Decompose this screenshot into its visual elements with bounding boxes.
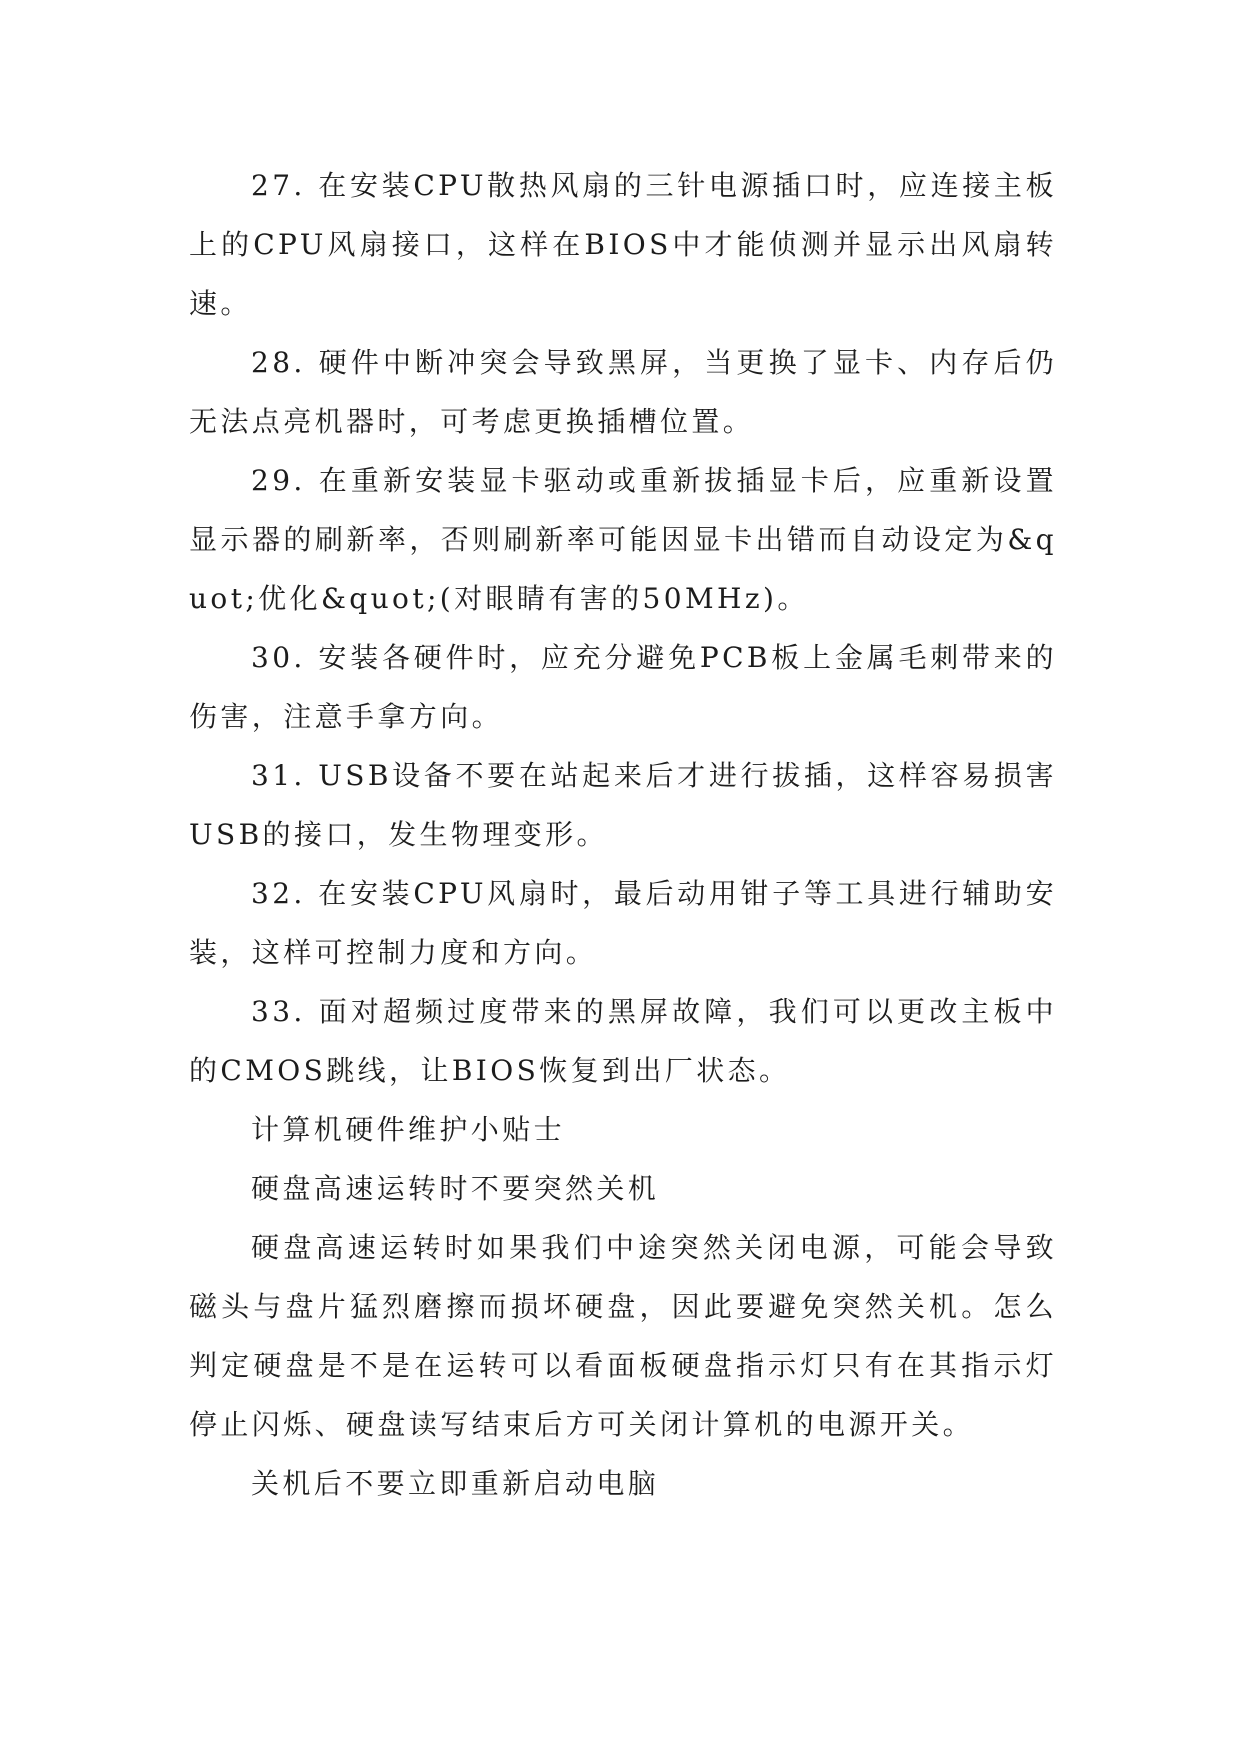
section-heading: 计算机硬件维护小贴士	[251, 1113, 566, 1146]
paragraph-item-29: 29. 在重新安装显卡驱动或重新拔插显卡后，应重新设置显示器的刷新率，否则刷新率可能因显卡出错而自动设定为&quot;优化&quot;(对眼睛有害的50MHz)。	[189, 464, 1057, 615]
subsection-heading: 关机后不要立即重新启动电脑	[251, 1467, 660, 1500]
paragraph-item-33: 33. 面对超频过度带来的黑屏故障，我们可以更改主板中的CMOS跳线，让BIOS恢复到出厂状态。	[189, 995, 1057, 1087]
subsection-heading: 硬盘高速运转时不要突然关机	[251, 1172, 660, 1205]
paragraph-item-28: 28. 硬件中断冲突会导致黑屏，当更换了显卡、内存后仍无法点亮机器时，可考虑更换插槽位置。	[189, 346, 1057, 438]
paragraph-item-27: 27. 在安装CPU散热风扇的三针电源插口时，应连接主板上的CPU风扇接口，这样在BIOS中才能侦测并显示出风扇转速。	[189, 169, 1057, 320]
paragraph-item-31: 31. USB设备不要在站起来后才进行拔插，这样容易损害USB的接口，发生物理变形。	[189, 759, 1057, 851]
paragraph-item-30: 30. 安装各硬件时，应充分避免PCB板上金属毛刺带来的伤害，注意手拿方向。	[189, 641, 1057, 733]
document-body	[189, 156, 1057, 1513]
body-paragraph: 硬盘高速运转时如果我们中途突然关闭电源，可能会导致磁头与盘片猛烈磨擦而损坏硬盘，因此要避免突然关机。怎么判定硬盘是不是在运转可以看面板硬盘指示灯只有在其指示灯停止闪烁、硬盘读写结束后方可关闭计算机的电源开关。	[189, 1231, 1057, 1441]
paragraph-item-32: 32. 在安装CPU风扇时，最后动用钳子等工具进行辅助安装，这样可控制力度和方向。	[189, 877, 1057, 969]
